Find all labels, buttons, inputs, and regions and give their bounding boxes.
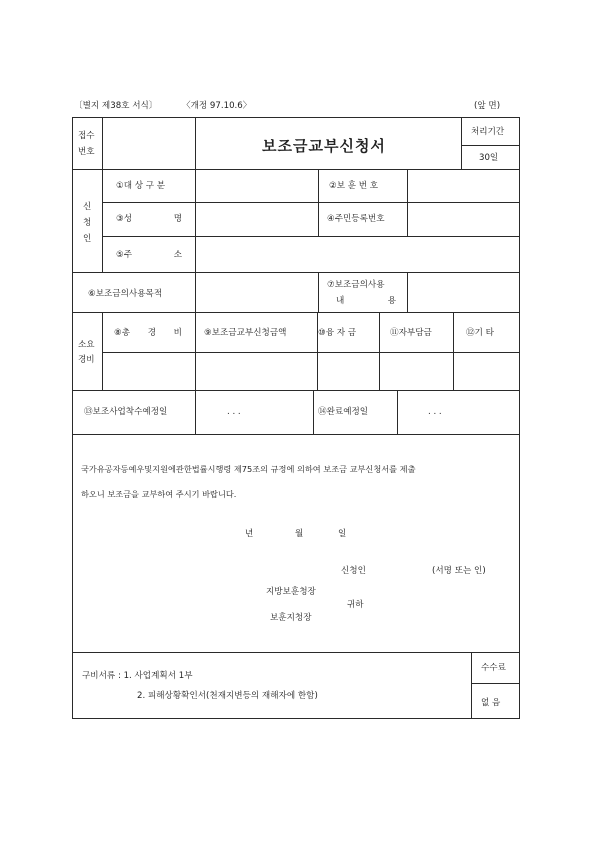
subsidy-usage-label: ⑦보조금의사용 bbox=[327, 280, 385, 290]
statement-line: 하오니 보조금을 교부하여 주시기 바랍니다. bbox=[81, 489, 237, 499]
subsidy-usage-label-row bbox=[336, 297, 396, 306]
divider bbox=[72, 390, 520, 391]
name-label-row bbox=[116, 215, 182, 224]
required-docs-label: 구비서류 : 1. 사업계획서 1부 bbox=[82, 671, 193, 681]
fee-value: 없 음 bbox=[481, 698, 501, 708]
applicant-signature-label: 신청인 bbox=[341, 566, 366, 576]
date-month-label: 월 bbox=[295, 529, 304, 539]
self-funding-label: ⑪자부담금 bbox=[390, 328, 432, 338]
subsidy-usage-label: 내 bbox=[336, 296, 345, 306]
divider bbox=[72, 434, 520, 435]
loan-field[interactable] bbox=[318, 353, 379, 390]
statement-line: 국가유공자등예우및지원에관한법률시행령 제75조의 규정에 의하여 보조금 교부신청서를 제출 bbox=[81, 464, 416, 474]
border-right bbox=[519, 117, 520, 719]
divider bbox=[461, 145, 519, 146]
subsidy-usage-label: 용 bbox=[387, 296, 396, 306]
applicant-group-label: 청 bbox=[83, 218, 92, 228]
subsidy-purpose-field[interactable] bbox=[196, 273, 318, 312]
date-day-label: 일 bbox=[338, 529, 347, 539]
finish-date-field[interactable]: . . . bbox=[428, 407, 442, 417]
total-cost-field[interactable] bbox=[103, 353, 195, 390]
name-field[interactable] bbox=[196, 203, 318, 236]
target-class-field[interactable] bbox=[196, 170, 318, 202]
name-label: 명 bbox=[173, 214, 182, 224]
name-label: ③성 bbox=[116, 214, 133, 224]
costs-group-label: 소요 bbox=[78, 340, 95, 350]
subsidy-usage-field[interactable] bbox=[408, 273, 519, 312]
total-cost-label-row bbox=[114, 329, 182, 338]
applicant-group-label: 인 bbox=[83, 234, 92, 244]
loan-label: ⑩융 자 금 bbox=[318, 328, 357, 338]
merit-number-field[interactable] bbox=[408, 170, 519, 202]
total-cost-label: 경 bbox=[147, 328, 156, 338]
form-title: 보조금교부신청서 bbox=[262, 137, 386, 155]
divider bbox=[195, 390, 196, 434]
receipt-number-field[interactable] bbox=[103, 118, 195, 169]
required-docs-item: 2. 피해상황확인서(천재지변등의 재해자에 한함) bbox=[137, 691, 318, 701]
recipient-honorific: 귀하 bbox=[347, 600, 364, 610]
other-cost-label: ⑫기 타 bbox=[466, 328, 494, 338]
recipient-branch: 보훈지청장 bbox=[270, 613, 312, 623]
fee-label: 수수료 bbox=[481, 663, 506, 673]
receipt-label: 번호 bbox=[78, 147, 95, 157]
address-field[interactable] bbox=[196, 237, 519, 272]
revision-date: 〈개정 97.10.6〉 bbox=[182, 101, 252, 111]
signature-note: (서명 또는 인) bbox=[432, 566, 486, 576]
divider bbox=[318, 272, 319, 312]
start-date-label: ⑬보조사업착수예정일 bbox=[84, 407, 168, 417]
total-cost-label: ⑧총 bbox=[114, 328, 131, 338]
other-cost-field[interactable] bbox=[454, 353, 519, 390]
border-left bbox=[72, 117, 73, 719]
divider bbox=[195, 117, 196, 169]
receipt-label: 접수 bbox=[78, 131, 95, 141]
finish-date-label: ⑭완료예정일 bbox=[318, 407, 369, 417]
subsidy-amount-label: ⑨보조금교부신청금액 bbox=[204, 328, 287, 338]
divider bbox=[461, 117, 462, 169]
recipient-regional: 지방보훈청장 bbox=[266, 587, 316, 597]
page-side: (앞 면) bbox=[474, 101, 501, 111]
address-label-row bbox=[116, 251, 182, 260]
resident-number-field[interactable] bbox=[408, 203, 519, 236]
target-class-label: ①대 상 구 분 bbox=[116, 181, 166, 191]
start-date-field[interactable]: . . . bbox=[227, 407, 241, 417]
date-year-label: 년 bbox=[245, 529, 254, 539]
resident-number-label: ④주민등록번호 bbox=[327, 214, 385, 224]
border-bottom bbox=[72, 718, 520, 719]
form-number: 〔별지 제38호 서식〕 bbox=[74, 101, 158, 111]
processing-period-label: 처리기간 bbox=[471, 127, 505, 137]
costs-group-label: 경비 bbox=[78, 355, 95, 365]
total-cost-label: 비 bbox=[173, 328, 182, 338]
divider bbox=[72, 652, 520, 653]
divider bbox=[471, 683, 519, 684]
subsidy-purpose-label: ⑥보조금의사용목적 bbox=[88, 289, 163, 299]
divider bbox=[102, 169, 103, 272]
merit-number-label: ②보 훈 번 호 bbox=[329, 181, 379, 191]
address-label: 소 bbox=[173, 250, 182, 260]
processing-period-value: 30일 bbox=[479, 153, 499, 163]
divider bbox=[313, 390, 314, 434]
divider bbox=[471, 652, 472, 718]
address-label: ⑤주 bbox=[116, 250, 133, 260]
self-funding-field[interactable] bbox=[380, 353, 453, 390]
applicant-group-label: 신 bbox=[83, 202, 92, 212]
divider bbox=[397, 390, 398, 434]
subsidy-amount-field[interactable] bbox=[196, 353, 317, 390]
